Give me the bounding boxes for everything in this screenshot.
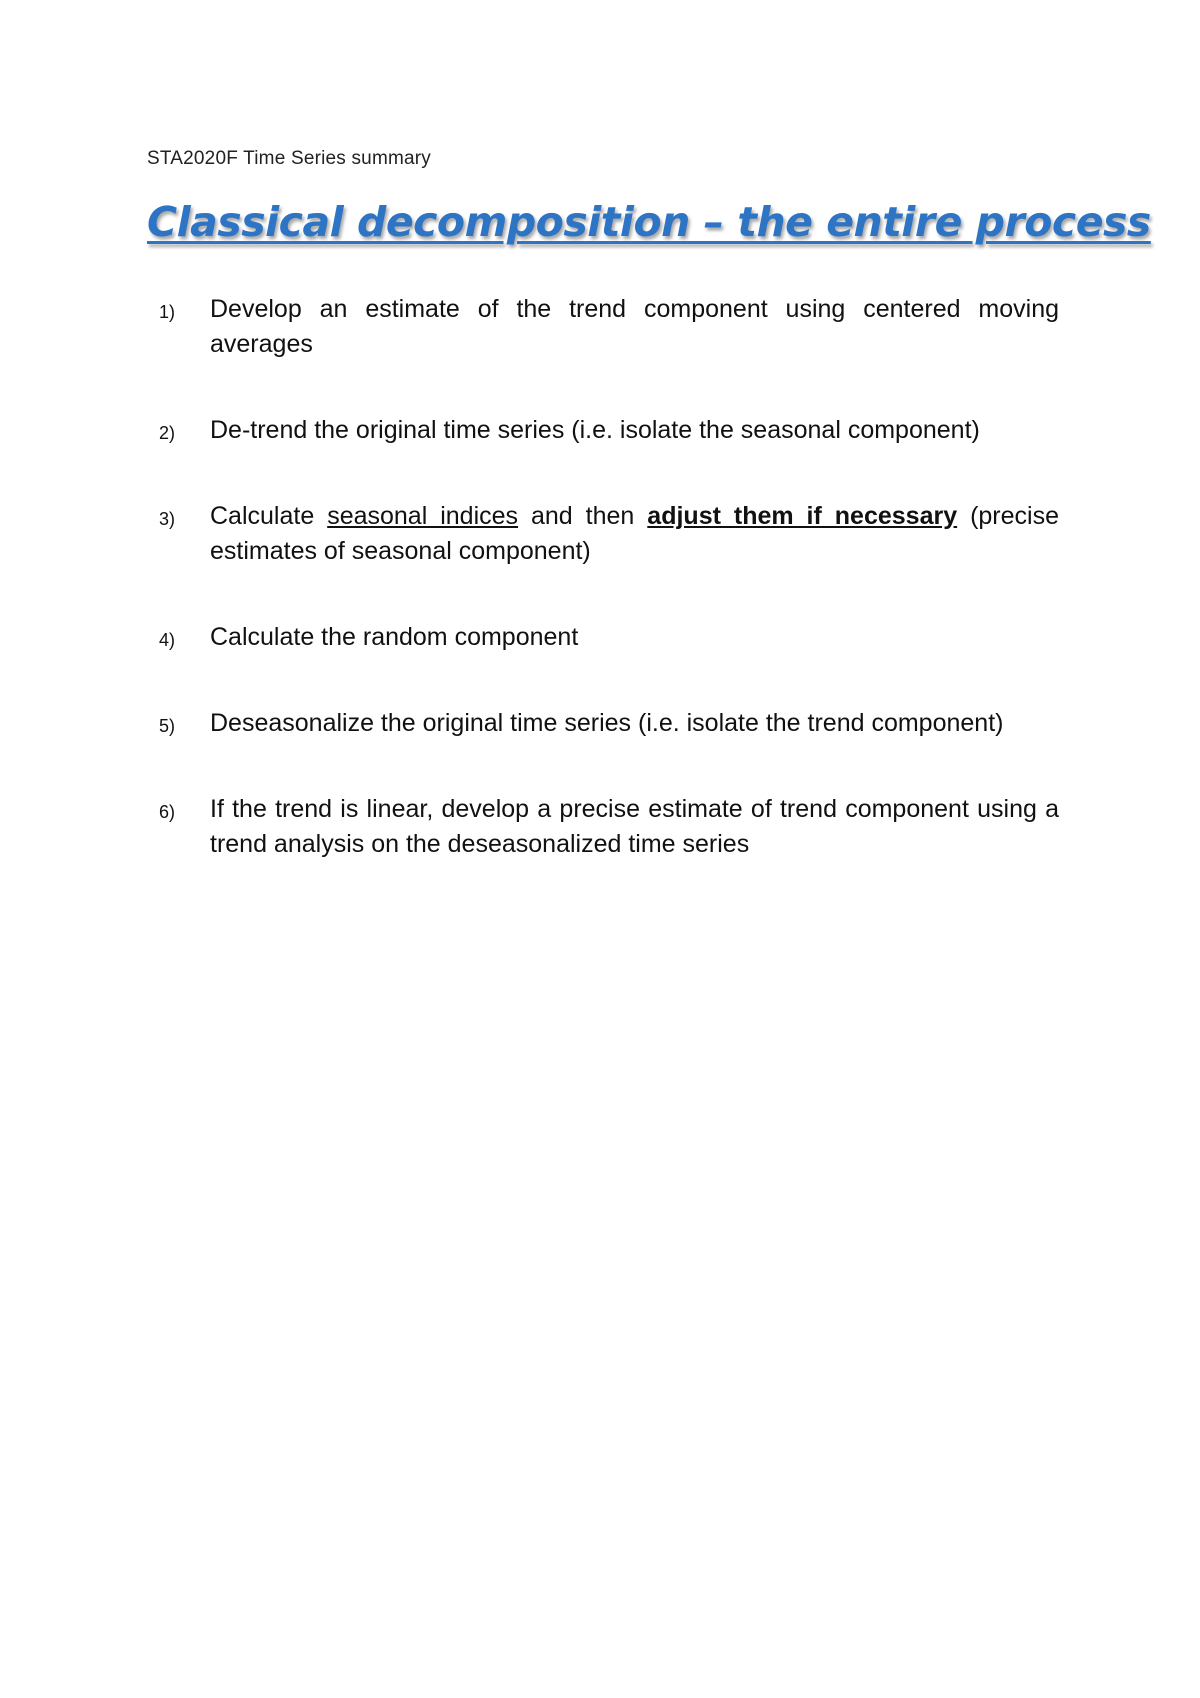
- step-text-tail: (precise estimates of seasonal component): [210, 502, 1059, 565]
- list-item: [147, 292, 1059, 362]
- step-text: Develop an estimate of the trend component using centered moving averages: [210, 295, 1059, 358]
- step-text: De-trend the original time series (i.e. isolate the seasonal component): [210, 416, 980, 444]
- step-number: 3): [159, 509, 176, 529]
- step-number: 6): [159, 802, 176, 822]
- list-item: [147, 413, 1059, 448]
- step-number: 5): [159, 716, 176, 736]
- course-header: STA2020F Time Series summary: [147, 148, 431, 169]
- list-item: [147, 499, 1059, 569]
- seasonal-indices-term: seasonal indices: [327, 502, 519, 530]
- step-text: Deseasonalize the original time series (i.e. isolate the trend component): [210, 709, 1004, 737]
- step-number: 1): [159, 302, 176, 322]
- list-item: [147, 620, 1059, 655]
- list-item: [147, 706, 1059, 741]
- page-title: Classical decomposition – the entire process: [147, 198, 1151, 246]
- process-steps-list: [147, 292, 1059, 913]
- step-number: 4): [159, 630, 176, 650]
- list-item: [147, 792, 1059, 862]
- step-text: If the trend is linear, develop a precise estimate of trend component using a trend analysis on the deseasonalized time series: [210, 795, 1059, 858]
- adjust-emphasis: adjust them if necessary: [647, 502, 958, 530]
- step-text-middle: and then: [518, 502, 648, 530]
- step-text-lead: Calculate: [210, 502, 328, 530]
- step-text: Calculate the random component: [210, 623, 579, 651]
- step-number: 2): [159, 423, 176, 443]
